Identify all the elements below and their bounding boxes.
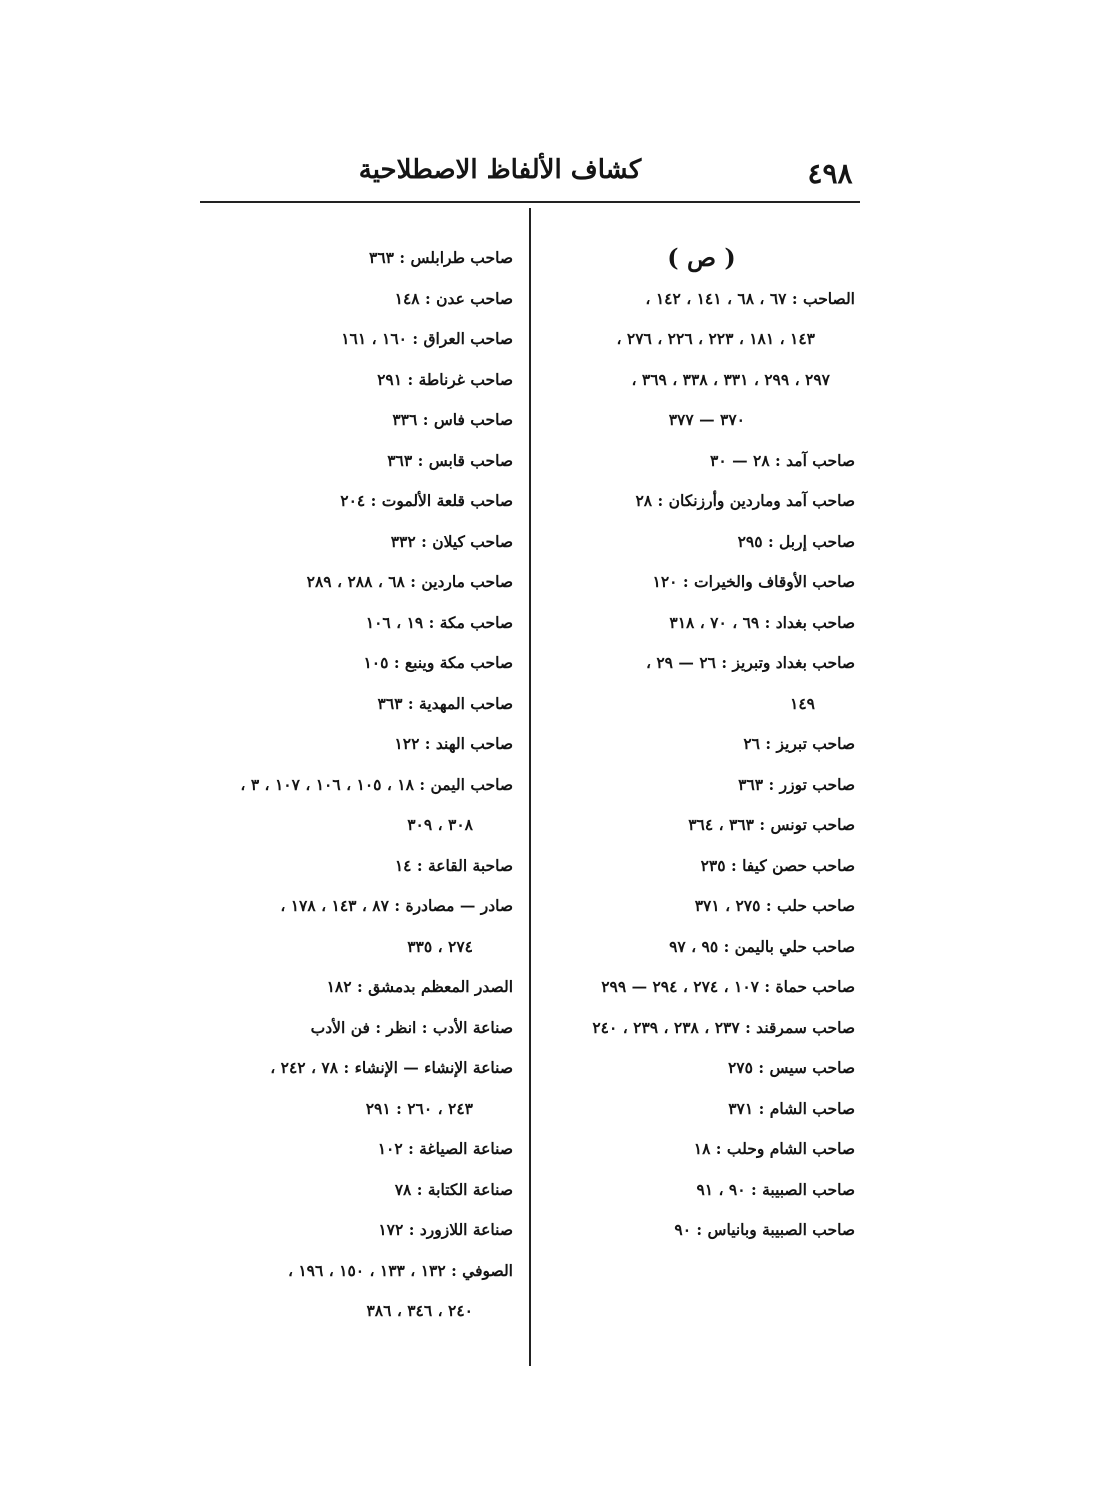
index-entry: صاحب حصن كيفا : ٢٣٥ — [700, 855, 855, 875]
page-title: كشاف الألفاظ الاصطلاحية — [358, 155, 642, 185]
column-divider — [529, 208, 531, 1366]
index-entry: صاحب سيس : ٢٧٥ — [727, 1058, 855, 1077]
index-entry-continuation: ٣٧٠ — ٣٧٧ — [668, 410, 745, 429]
index-entry: صناعة الكتابة : ٧٨ — [394, 1179, 513, 1199]
index-entry: صاحب الهند : ١٢٢ — [394, 734, 513, 753]
index-entry: صناعة الأدب : انظر : فن الأدب — [310, 1017, 513, 1037]
index-entry: الصدر المعظم بدمشق : ١٨٢ — [326, 977, 513, 996]
index-entry: صاحب تبريز : ٢٦ — [743, 734, 855, 753]
header-divider — [200, 201, 860, 203]
index-entry: صاحب آمد : ٢٨ — ٣٠ — [710, 450, 855, 470]
index-entry: صاحب توزر : ٣٦٣ — [738, 774, 855, 794]
index-entry-continuation: ١٤٩ — [790, 693, 815, 713]
section-letter-heading: ( ص ) — [667, 243, 736, 272]
index-entry: صناعة الإنشاء — الإنشاء : ٧٨ ، ٢٤٢ ، — [270, 1058, 513, 1077]
index-entry: صاحب اليمن : ١٨ ، ١٠٥ ، ١٠٦ ، ١٠٧ ، ٣ ، — [240, 774, 513, 794]
index-entry: الصوفي : ١٣٢ ، ١٣٣ ، ١٥٠ ، ١٩٦ ، — [287, 1260, 513, 1280]
index-entry: صاحبة القاعة : ١٤ — [394, 855, 513, 875]
index-entry: صاحب آمد وماردين وأرزنكان : ٢٨ — [635, 491, 855, 510]
index-entry-continuation: ٢٤٣ ، ٢٦٠ : ٢٩١ — [365, 1098, 473, 1118]
index-entry: صاحب سمرقند : ٢٣٧ ، ٢٣٨ ، ٢٣٩ ، ٢٤٠ — [592, 1017, 855, 1037]
index-entry: صاحب فاس : ٣٣٦ — [392, 410, 513, 429]
index-entry: صاحب بغداد وتبريز : ٢٦ — ٢٩ ، — [645, 653, 855, 672]
index-entry: صاحب الأوقاف والخيرات : ١٢٠ — [652, 572, 855, 591]
index-entry: الصاحب : ٦٧ ، ٦٨ ، ١٤١ ، ١٤٢ ، — [645, 288, 855, 308]
index-entry: صناعة اللازورد : ١٧٢ — [378, 1220, 513, 1239]
index-entry: صاحب المهدية : ٣٦٣ — [377, 693, 513, 713]
index-entry: صاحب طرابلس : ٣٦٣ — [369, 248, 513, 267]
index-entry: صاحب قلعة الألموت : ٢٠٤ — [340, 491, 513, 510]
index-entry: صاحب الصبيبة وبانياس : ٩٠ — [674, 1220, 855, 1239]
index-entry: صاحب مكة وينبع : ١٠٥ — [363, 653, 513, 672]
index-entry: صناعة الصياغة : ١٠٢ — [377, 1139, 513, 1158]
page-number: ٤٩٨ — [807, 157, 853, 190]
index-entry: صاحب الشام وحلب : ١٨ — [693, 1139, 855, 1158]
index-entry: صاحب تونس : ٣٦٣ ، ٣٦٤ — [688, 815, 855, 834]
index-entry: صاحب إربل : ٢٩٥ — [737, 531, 855, 551]
right-column — [548, 238, 855, 1251]
index-entry: صاحب غرناطة : ٢٩١ — [377, 369, 513, 389]
index-entry: صاحب الصبيبة : ٩٠ ، ٩١ — [696, 1179, 855, 1199]
index-entry-continuation: ١٤٣ ، ١٨١ ، ٢٢٣ ، ٢٢٦ ، ٢٧٦ ، — [616, 329, 815, 348]
left-column — [205, 238, 513, 1332]
index-entry: صاحب ماردين : ٦٨ ، ٢٨٨ ، ٢٨٩ — [306, 572, 513, 591]
index-entry: صادر — مصادرة : ٨٧ ، ١٤٣ ، ١٧٨ ، — [280, 896, 513, 915]
index-entry: صاحب حماة : ١٠٧ ، ٢٧٤ ، ٢٩٤ — ٢٩٩ — [601, 977, 855, 996]
index-entry: صاحب العراق : ١٦٠ ، ١٦١ — [341, 329, 513, 348]
index-entry: صاحب حلي باليمن : ٩٥ ، ٩٧ — [669, 936, 855, 956]
index-entry: صاحب كيلان : ٣٣٢ — [390, 531, 513, 551]
index-entry: صاحب قابس : ٣٦٣ — [387, 450, 513, 470]
index-entry: صاحب الشام : ٣٧١ — [728, 1098, 855, 1118]
index-entry: صاحب مكة : ١٩ ، ١٠٦ — [365, 612, 513, 632]
index-entry: صاحب عدن : ١٤٨ — [394, 288, 513, 308]
index-entry: صاحب حلب : ٢٧٥ ، ٣٧١ — [694, 896, 855, 915]
index-entry-continuation: ٢٩٧ ، ٢٩٩ ، ٣٣١ ، ٣٣٨ ، ٣٦٩ ، — [631, 369, 830, 389]
index-entry-continuation: ٣٠٨ ، ٣٠٩ — [407, 815, 473, 834]
index-entry: صاحب بغداد : ٦٩ ، ٧٠ ، ٣١٨ — [669, 612, 855, 632]
index-entry-continuation: ٢٧٤ ، ٣٣٥ — [407, 936, 473, 956]
index-entry-continuation: ٢٤٠ ، ٣٤٦ ، ٣٨٦ — [366, 1301, 473, 1320]
